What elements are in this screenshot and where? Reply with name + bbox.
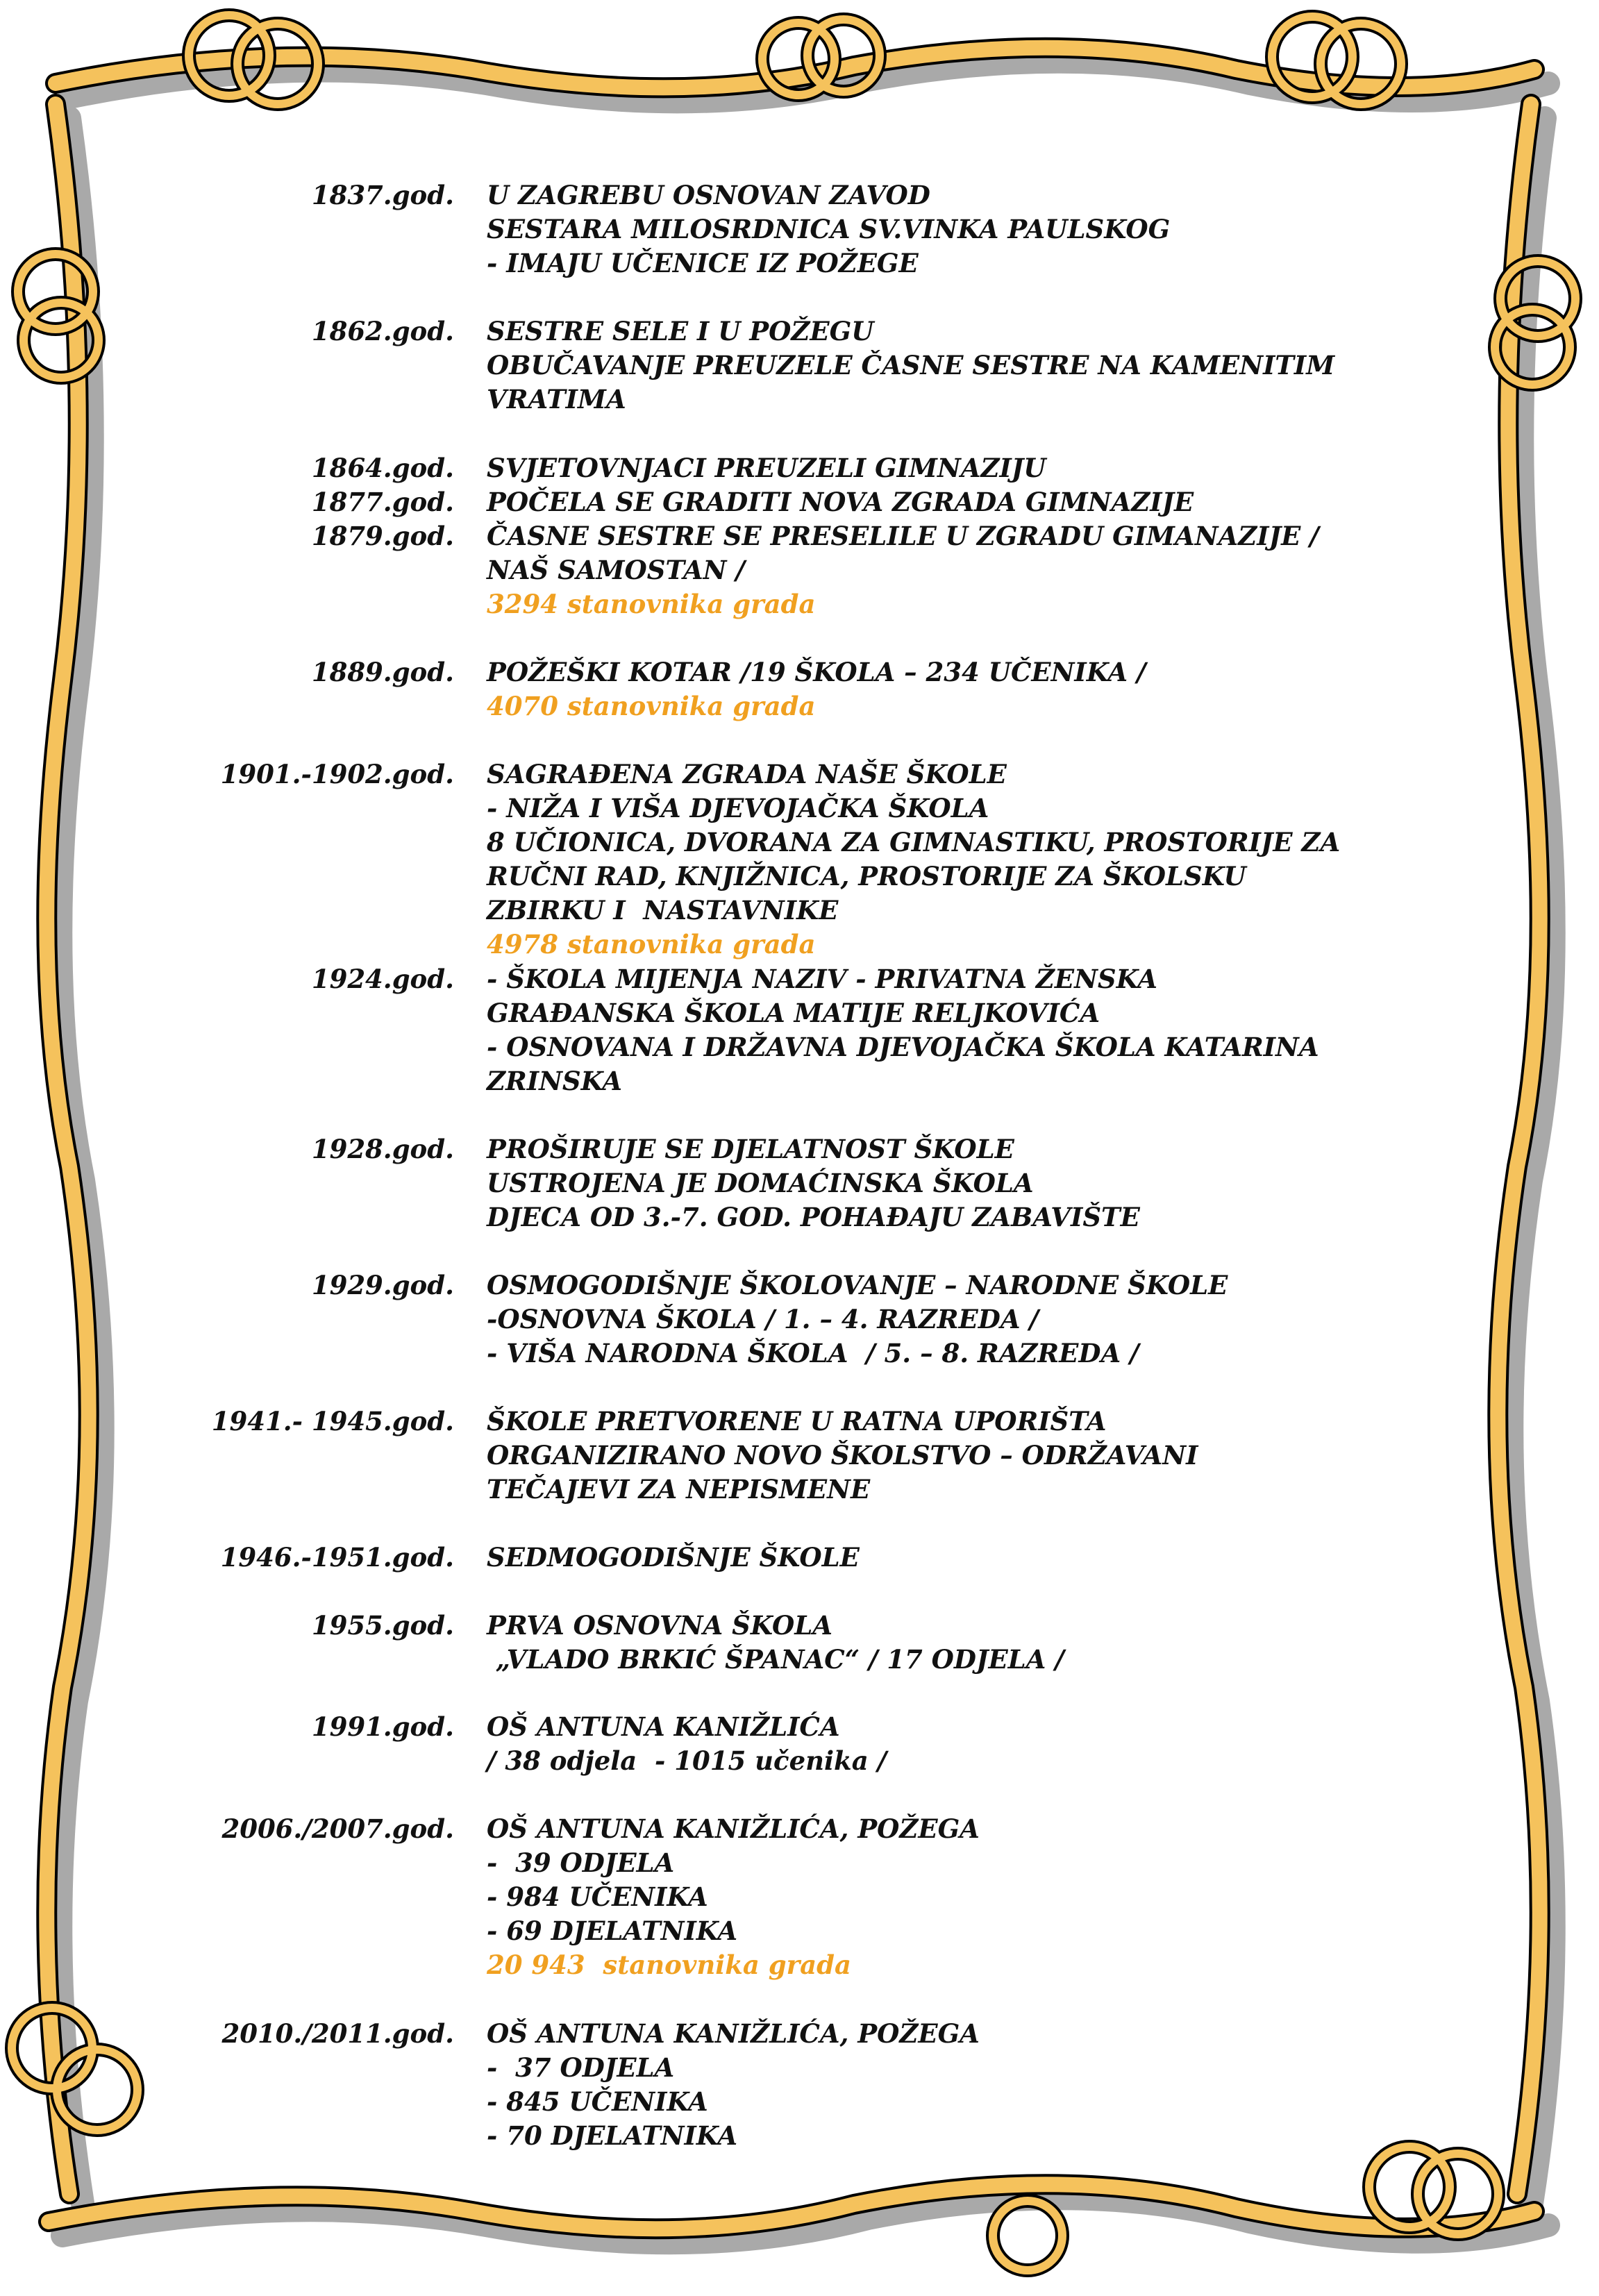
entry-line: - OSNOVANA I DRŽAVNA DJEVOJAČKA ŠKOLA KATARINA (487, 1032, 1319, 1062)
entry-line: ZRINSKA (487, 1066, 622, 1096)
entry-description (487, 1541, 1389, 1575)
entry-description (487, 2017, 1389, 2153)
entry-line: NAŠ SAMOSTAN / (487, 555, 745, 585)
entry-line: PRVA OSNOVNA ŠKOLA (487, 1610, 832, 1641)
entry-line: PROŠIRUJE SE DJELATNOST ŠKOLE (487, 1134, 1014, 1164)
entry-line: - 845 UČENIKA (487, 2086, 708, 2117)
entry-line: „VLADO BRKIĆ ŠPANAC“ / 17 ODJELA / (487, 1644, 1064, 1675)
entry-line: SESTARA MILOSRDNICA SV.VINKA PAULSKOG (487, 214, 1171, 244)
entry-description (487, 757, 1389, 962)
entry-line: USTROJENA JE DOMAĆINSKA ŠKOLA (487, 1168, 1034, 1198)
entry-line: POŽEŠKI KOTAR /19 ŠKOLA – 234 UČENIKA / (487, 657, 1146, 687)
entry-line: - ŠKOLA MIJENJA NAZIV - PRIVATNA ŽENSKA (487, 964, 1157, 994)
entry-line: DJECA OD 3.-7. GOD. POHAĐAJU ZABAVIŠTE (487, 1202, 1140, 1232)
entry-line: -OSNOVNA ŠKOLA / 1. – 4. RAZREDA / (487, 1304, 1039, 1334)
entry-line: GRAĐANSKA ŠKOLA MATIJE RELJKOVIĆA (487, 998, 1100, 1028)
entry-line: - 984 UČENIKA (487, 1882, 708, 1912)
entry-line: SVJETOVNJACI PREUZELI GIMNAZIJU (487, 453, 1046, 483)
entry-description (487, 962, 1389, 1098)
entry-description (487, 485, 1389, 519)
entry-line: - 69 DJELATNIKA (487, 1916, 738, 1946)
entry-line: - IMAJU UČENICE IZ POŽEGE (487, 248, 919, 278)
entry-description (487, 519, 1389, 621)
population-note: 4978 stanovnika grada (487, 929, 816, 960)
entry-description (487, 655, 1389, 723)
entry-year: 2006./2007.god. (221, 1813, 454, 1844)
entry-year: 1991.god. (311, 1711, 454, 1742)
entry-line: SAGRAĐENA ZGRADA NAŠE ŠKOLE (487, 759, 1007, 789)
population-note: 20 943 stanovnika grada (487, 1950, 851, 1980)
population-note: 4070 stanovnika grada (487, 691, 816, 721)
entry-description (487, 1812, 1389, 1982)
entry-line: ORGANIZIRANO NOVO ŠKOLSTVO – ODRŽAVANI (487, 1440, 1198, 1470)
entry-description (487, 1268, 1389, 1371)
entry-line: OŠ ANTUNA KANIŽLIĆA, POŽEGA (487, 1813, 980, 1844)
entry-line: - VIŠA NARODNA ŠKOLA / 5. – 8. RAZREDA / (487, 1338, 1139, 1368)
entry-line: OŠ ANTUNA KANIŽLIĆA, POŽEGA (487, 2018, 980, 2049)
population-note: 3294 stanovnika grada (487, 589, 816, 619)
entry-line: OŠ ANTUNA KANIŽLIĆA (487, 1711, 840, 1742)
entry-line: - 39 ODJELA (487, 1847, 675, 1878)
entry-year: 1929.god. (311, 1270, 454, 1300)
entry-description (487, 315, 1389, 417)
entry-year: 1901.-1902.god. (220, 759, 454, 789)
entry-line: - NIŽA I VIŠA DJEVOJAČKA ŠKOLA (487, 793, 989, 823)
entry-line: ZBIRKU I NASTAVNIKE (487, 895, 839, 925)
entry-description (487, 178, 1389, 280)
entry-line: RUČNI RAD, KNJIŽNICA, PROSTORIJE ZA ŠKOLSKU (487, 861, 1246, 891)
entry-year: 1837.god. (311, 180, 454, 210)
entry-year: 1946.-1951.god. (220, 1542, 454, 1573)
entry-line: - 70 DJELATNIKA (487, 2120, 738, 2151)
entry-year: 1889.god. (311, 657, 454, 687)
entry-line: ŠKOLE PRETVORENE U RATNA UPORIŠTA (487, 1406, 1107, 1436)
entry-year: 1862.god. (311, 316, 454, 346)
entry-year: 1864.god. (311, 453, 454, 483)
entry-description (487, 1609, 1389, 1677)
entry-line: SEDMOGODIŠNJE ŠKOLE (487, 1542, 860, 1573)
entry-year: 1955.god. (311, 1610, 454, 1641)
entry-year: 1928.god. (311, 1134, 454, 1164)
entry-description (487, 1132, 1389, 1234)
entry-line: OBUČAVANJE PREUZELE ČASNE SESTRE NA KAMENITIM (487, 350, 1335, 380)
entry-line: POČELA SE GRADITI NOVA ZGRADA GIMNAZIJE (487, 487, 1194, 517)
entry-description (487, 1710, 1389, 1778)
entry-year: 1924.god. (311, 964, 454, 994)
entry-line: SESTRE SELE I U POŽEGU (487, 316, 874, 346)
entry-year: 1941.- 1945.god. (211, 1406, 454, 1436)
entry-description (487, 451, 1389, 485)
entry-year: 2010./2011.god. (221, 2018, 454, 2049)
entry-year: 1879.god. (311, 521, 454, 551)
entry-line: / 38 odjela - 1015 učenika / (487, 1745, 887, 1776)
entry-year: 1877.god. (311, 487, 454, 517)
entry-line: U ZAGREBU OSNOVAN ZAVOD (487, 180, 930, 210)
entry-line: 8 UČIONICA, DVORANA ZA GIMNASTIKU, PROSTORIJE ZA (487, 827, 1341, 857)
entry-line: TEČAJEVI ZA NEPISMENE (487, 1474, 871, 1505)
entry-line: ČASNE SESTRE SE PRESELILE U ZGRADU GIMANAZIJE / (487, 521, 1319, 551)
entry-line: - 37 ODJELA (487, 2052, 675, 2083)
entry-description (487, 1405, 1389, 1507)
entry-line: VRATIMA (487, 384, 626, 414)
entry-line: OSMOGODIŠNJE ŠKOLOVANJE – NARODNE ŠKOLE (487, 1270, 1228, 1300)
